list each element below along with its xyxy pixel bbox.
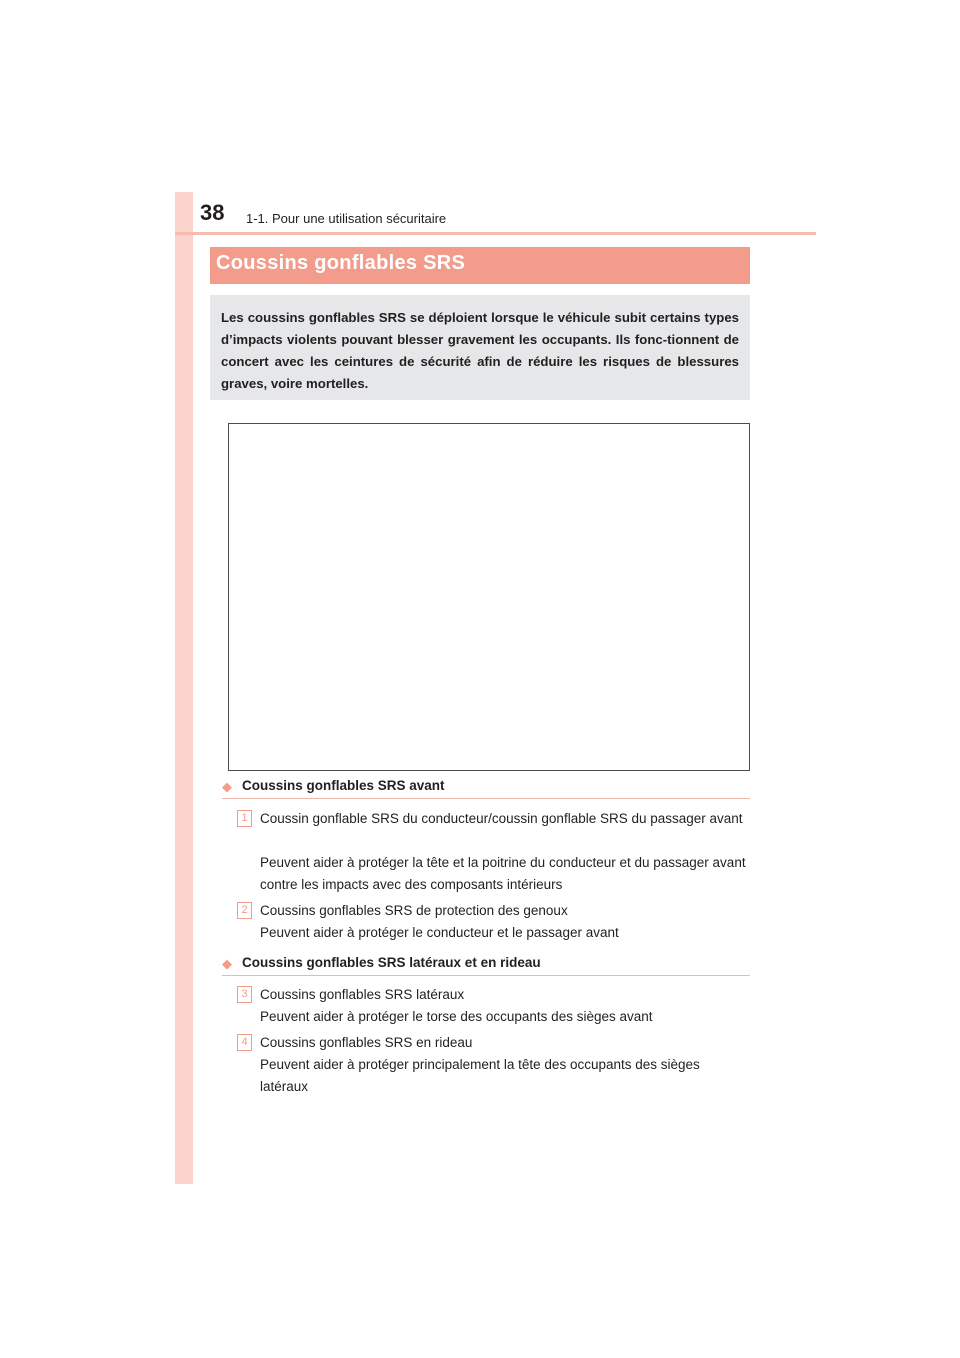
item-name: Coussins gonflables SRS en rideau — [260, 1035, 473, 1050]
item-description: Peuvent aider à protéger principalement la tête des occupants des sièges latéraux — [260, 1057, 700, 1094]
page-title: Coussins gonflables SRS — [216, 252, 466, 274]
diamond-bullet-icon: ◆ — [222, 779, 232, 794]
item-number-badge: 3 — [237, 986, 252, 1003]
item-name: Coussins gonflables SRS de protection des genoux — [260, 903, 568, 918]
item-number-badge: 2 — [237, 902, 252, 919]
intro-text: Les coussins gonflables SRS se déploient lorsque le véhicule subit certains types d’impacts violents pouvant blesser gravement les occupants. Ils fonc-tionnent de concert avec les ceintures de sécurité afin de réduire les risques de blessures graves, voire mortelles. — [221, 310, 739, 391]
subheading-label: Coussins gonflables SRS avant — [242, 778, 445, 793]
item-number-badge: 1 — [237, 810, 252, 827]
item-number-badge: 4 — [237, 1034, 252, 1051]
side-margin-band — [175, 192, 193, 1184]
airbag-illustration-frame — [228, 423, 750, 771]
item-name: Coussin gonflable SRS du conducteur/coussin gonflable SRS du passager avant — [260, 811, 743, 826]
subheading-side-curtain-airbags — [222, 953, 750, 976]
page-number: 38 — [200, 200, 225, 225]
title-bar — [210, 247, 750, 284]
intro-box — [210, 295, 750, 400]
item-name: Coussins gonflables SRS latéraux — [260, 987, 465, 1002]
item-description: Peuvent aider à protéger le torse des occupants des sièges avant — [260, 1009, 653, 1024]
section-breadcrumb: 1-1. Pour une utilisation sécuritaire — [246, 211, 447, 226]
header-rule — [175, 232, 816, 235]
subheading-front-airbags — [222, 776, 750, 799]
item-description: Peuvent aider à protéger le conducteur et le passager avant — [260, 925, 619, 940]
subheading-label: Coussins gonflables SRS latéraux et en rideau — [242, 955, 541, 970]
item-description: Peuvent aider à protéger la tête et la poitrine du conducteur et du passager avant contre les impacts avec des composants intérieurs — [260, 855, 746, 892]
diamond-bullet-icon: ◆ — [222, 956, 232, 971]
